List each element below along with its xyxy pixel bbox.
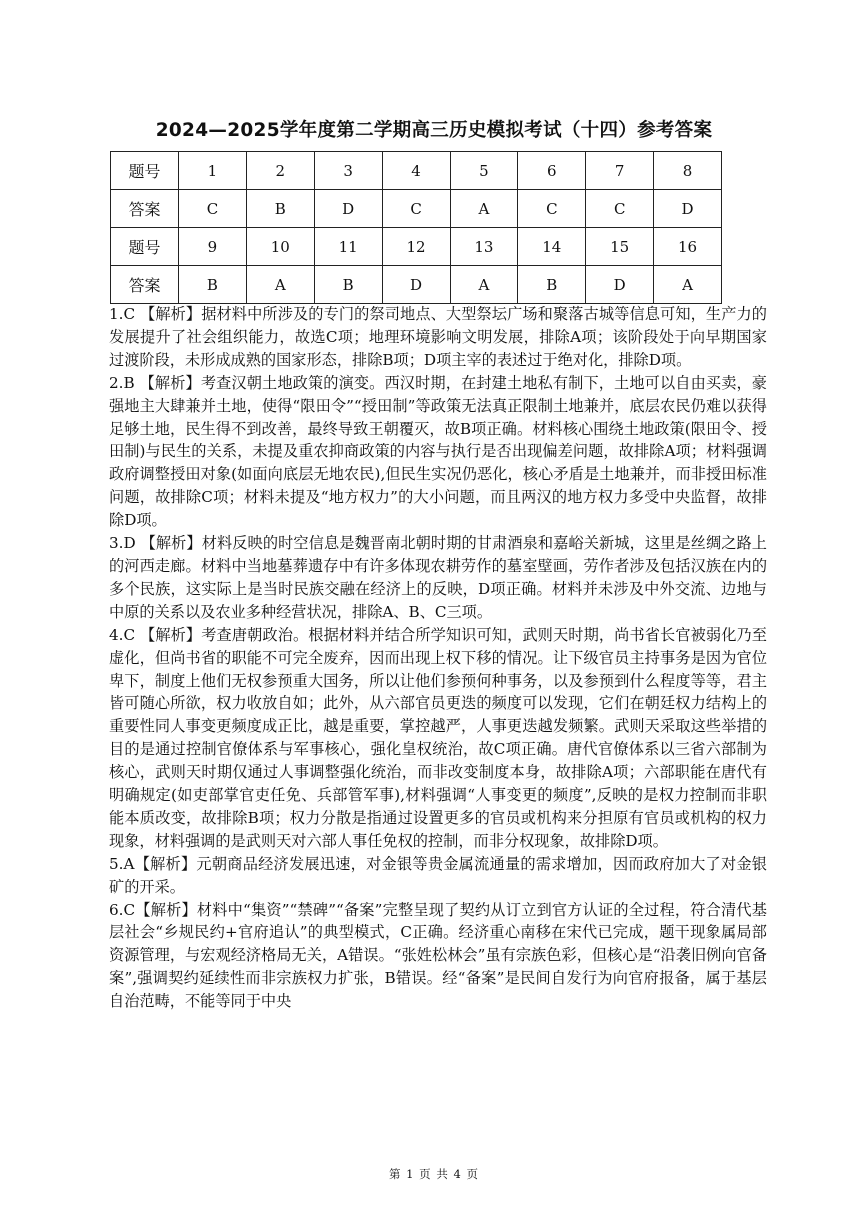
answer-cell: D [586,266,654,304]
question-number-cell: 5 [450,152,518,190]
answer-cell: C [586,190,654,228]
answer-cell: C [179,190,247,228]
answer-cell: A [654,266,722,304]
answer-cell: B [246,190,314,228]
table-row [111,190,722,228]
answer-cell: A [450,266,518,304]
answer-cell: C [382,190,450,228]
question-number-cell: 9 [179,228,247,266]
table-row [111,152,722,190]
explanation-body [109,303,767,1013]
page-footer: 第 1 页 共 4 页 [389,1167,479,1181]
row-header-cell: 题号 [111,152,179,190]
question-number-cell: 8 [654,152,722,190]
row-header-cell: 题号 [111,228,179,266]
row-header-cell: 答案 [111,190,179,228]
question-number-cell: 6 [518,152,586,190]
question-number-cell: 1 [179,152,247,190]
explanation-paragraph: 2.B 【解析】考查汉朝土地政策的演变。西汉时期，在封建土地私有制下，土地可以自由买卖，豪强地主大肆兼并土地，使得“限田令”“授田制”等政策无法真正限制土地兼并，底层农民仍难以获得足够土地，民生得不到改善，最终导致王朝覆灭，故B项正确。材料核心围绕土地政策(限田令、授田制)与民生的关系，未提及重农抑商政策的内容与执行是否出现偏差问题，故排除A项；材料强调政府调整授田对象(如面向底层无地农民),但民生实况仍恶化，核心矛盾是土地兼并，而非授田标准问题，故排除C项；材料未提及“地方权力”的大小问题，而且两汉的地方权力多受中央监督，故排除D项。 [109,373,767,530]
explanation-paragraph: 1.C 【解析】据材料中所涉及的专门的祭司地点、大型祭坛广场和聚落古城等信息可知，生产力的发展提升了社会组织能力，故选C项；地理环境影响文明发展，排除A项；该阶段处于向早期国家过渡阶段，未形成成熟的国家形态，排除B项；D项主宰的表述过于绝对化，排除D项。 [109,305,767,369]
table-row [111,266,722,304]
question-number-cell: 2 [246,152,314,190]
answer-cell: B [314,266,382,304]
answer-table [110,151,722,304]
table-row [111,228,722,266]
answer-cell: D [654,190,722,228]
question-number-cell: 14 [518,228,586,266]
explanation-paragraph: 5.A【解析】元朝商品经济发展迅速，对金银等贵金属流通量的需求增加，因而政府加大了对金银矿的开采。 [109,854,767,896]
question-number-cell: 7 [586,152,654,190]
question-number-cell: 16 [654,228,722,266]
answer-cell: B [518,266,586,304]
question-number-cell: 10 [246,228,314,266]
answer-cell: A [450,190,518,228]
answer-cell: D [382,266,450,304]
question-number-cell: 3 [314,152,382,190]
question-number-cell: 12 [382,228,450,266]
answer-cell: C [518,190,586,228]
answer-cell: A [246,266,314,304]
question-number-cell: 15 [586,228,654,266]
page-title: 2024—2025学年度第二学期高三历史模拟考试（十四）参考答案 [155,120,713,141]
explanation-paragraph: 6.C【解析】材料中“集资”“禁碑”“备案”完整呈现了契约从订立到官方认证的全过程，符合清代基层社会“乡规民约+官府追认”的典型模式，C正确。经济重心南移在宋代已完成，题干现象属局部资源管理，与宏观经济格局无关，A错误。“张姓松林会”虽有宗族色彩，但核心是“沿袭旧例向官备案”,强调契约延续性而非宗族权力扩张，B错误。经“备案”是民间自发行为向官府报备，属于基层自治范畴，不能等同于中央 [109,900,767,1011]
explanation-paragraph: 3.D 【解析】材料反映的时空信息是魏晋南北朝时期的甘肃酒泉和嘉峪关新城，这里是丝绸之路上的河西走廊。材料中当地墓葬遗存中有许多体现农耕劳作的墓室壁画，劳作者涉及包括汉族在内的多个民族，这实际上是当时民族交融在经济上的反映，D项正确。材料并未涉及中外交流、边地与中原的关系以及农业多种经营状况，排除A、B、C三项。 [109,534,767,621]
question-number-cell: 13 [450,228,518,266]
question-number-cell: 4 [382,152,450,190]
question-number-cell: 11 [314,228,382,266]
answer-cell: B [179,266,247,304]
explanation-paragraph: 4.C 【解析】考查唐朝政治。根据材料并结合所学知识可知，武则天时期，尚书省长官被弱化乃至虚化，但尚书省的职能不可完全废弃，因而出现上权下移的情况。让下级官员主持事务是因为官位卑下，制度上他们无权参预重大国务，所以让他们参预何种事务，以及参预到什么程度等等，君主皆可随心所欲，权力收放自如；此外，从六部官员更迭的频度可以发现，它们在朝廷权力结构上的重要性同人事变更频度成正比，越是重要，掌控越严，人事更迭越发频繁。武则天采取这些举措的目的是通过控制官僚体系与军事核心，强化皇权统治，故C项正确。唐代官僚体系以三省六部制为核心，武则天时期仅通过人事调整强化统治，而非改变制度本身，故排除A项；六部职能在唐代有明确规定(如吏部掌官吏任免、兵部管军事),材料强调“人事变更的频度”,反映的是权力控制而非职能本质改变，故排除B项；权力分散是指通过设置更多的官员或机构来分担原有官员或机构的权力现象，材料强调的是武则天对六部人事任免权的控制，而非分权现象，故排除D项。 [109,625,767,850]
row-header-cell: 答案 [111,266,179,304]
answer-cell: D [314,190,382,228]
